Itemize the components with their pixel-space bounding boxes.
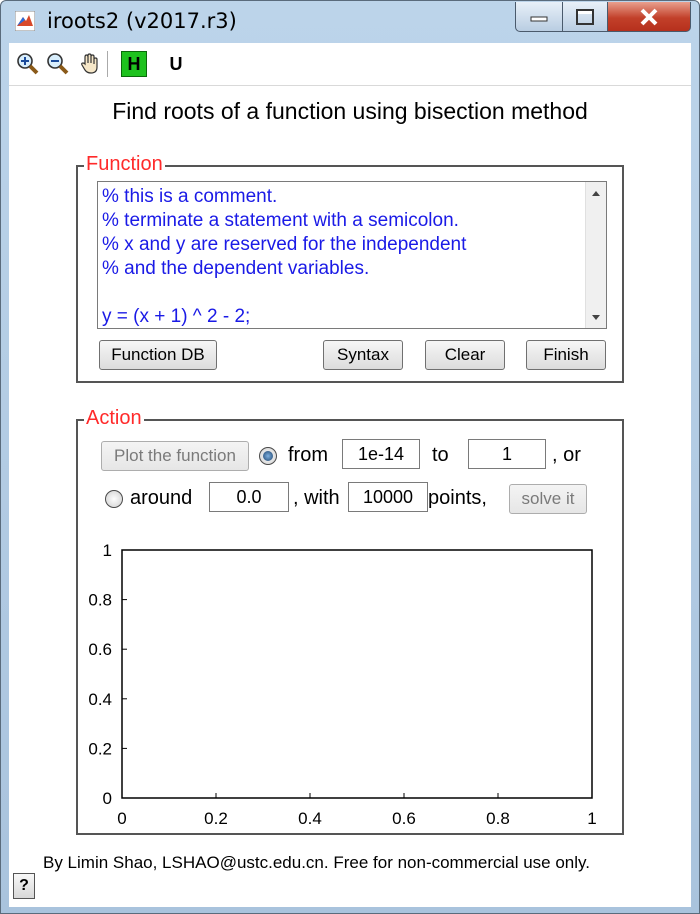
x-tick-label: 0.2: [204, 809, 228, 828]
or-label: , or: [552, 444, 581, 466]
toolbar-separator: [107, 51, 108, 77]
window-title: iroots2 (v2017.r3): [47, 9, 237, 33]
from-label: from: [288, 444, 328, 466]
y-tick-label: 0.2: [88, 739, 112, 759]
x-tick-label: 0.4: [298, 809, 322, 828]
maximize-icon: [575, 8, 595, 26]
y-tick-label: 0.6: [88, 640, 112, 660]
function-editor[interactable]: [97, 181, 607, 329]
plot-axes: [79, 537, 619, 833]
points-input[interactable]: 10000: [348, 482, 428, 512]
scroll-arrows-icon: [586, 182, 606, 328]
client-area: [9, 43, 691, 907]
y-tick-label: 0.4: [88, 689, 112, 709]
footer-credit: By Limin Shao, LSHAO@ustc.edu.cn. Free for non-commercial use only.: [43, 853, 591, 872]
plot-area: [122, 550, 592, 798]
zoom-in-icon[interactable]: [15, 51, 41, 77]
page-heading: Find roots of a function using bisection method: [112, 98, 588, 124]
h-toggle-button[interactable]: H: [121, 51, 147, 77]
to-input[interactable]: 1: [468, 439, 546, 469]
around-radio[interactable]: [105, 490, 123, 508]
syntax-button[interactable]: Syntax: [323, 340, 403, 370]
around-label: around: [130, 487, 193, 509]
action-panel-legend: Action: [86, 407, 142, 429]
function-db-button[interactable]: Function DB: [99, 340, 217, 370]
minimize-button[interactable]: [515, 2, 563, 32]
function-panel-legend: Function: [86, 153, 163, 175]
title-bar[interactable]: [1, 1, 699, 41]
finish-button[interactable]: Finish: [526, 340, 606, 370]
pan-hand-icon[interactable]: [77, 51, 103, 77]
from-input[interactable]: 1e-14: [342, 439, 420, 469]
code-line: % and the dependent variables.: [102, 258, 370, 279]
close-button[interactable]: [607, 2, 691, 32]
around-input[interactable]: 0.0: [209, 482, 289, 512]
to-label: to: [432, 444, 449, 466]
x-tick-label: 0.6: [392, 809, 416, 828]
clear-button[interactable]: Clear: [425, 340, 505, 370]
points-label: points,: [428, 487, 487, 509]
x-tick-label: 0.8: [486, 809, 510, 828]
y-tick-label: 1: [102, 541, 112, 560]
with-label: , with: [293, 487, 340, 509]
code-line: % terminate a statement with a semicolon.: [102, 210, 459, 231]
toolbar: [9, 43, 691, 86]
code-line: y = (x + 1) ^ 2 - 2;: [102, 306, 251, 327]
plot-function-button[interactable]: Plot the function: [101, 441, 249, 471]
help-button[interactable]: ?: [13, 873, 35, 899]
y-tick-label: 0: [102, 789, 112, 808]
x-tick-label: 0: [117, 809, 127, 828]
from-radio[interactable]: [259, 447, 277, 465]
matlab-icon: [15, 11, 35, 31]
x-tick-label: 1: [587, 809, 597, 828]
maximize-button[interactable]: [562, 2, 608, 32]
u-toggle-button[interactable]: U: [169, 53, 183, 74]
close-icon: [638, 7, 660, 27]
minimize-icon: [529, 12, 549, 22]
zoom-out-icon[interactable]: [45, 51, 71, 77]
y-tick-label: 0.8: [88, 590, 112, 610]
code-line: % this is a comment.: [102, 186, 278, 207]
editor-scrollbar[interactable]: [585, 182, 606, 328]
solve-button[interactable]: solve it: [509, 484, 587, 514]
code-line: % x and y are reserved for the independent: [102, 234, 467, 255]
radio-selected-dot: [263, 451, 273, 461]
